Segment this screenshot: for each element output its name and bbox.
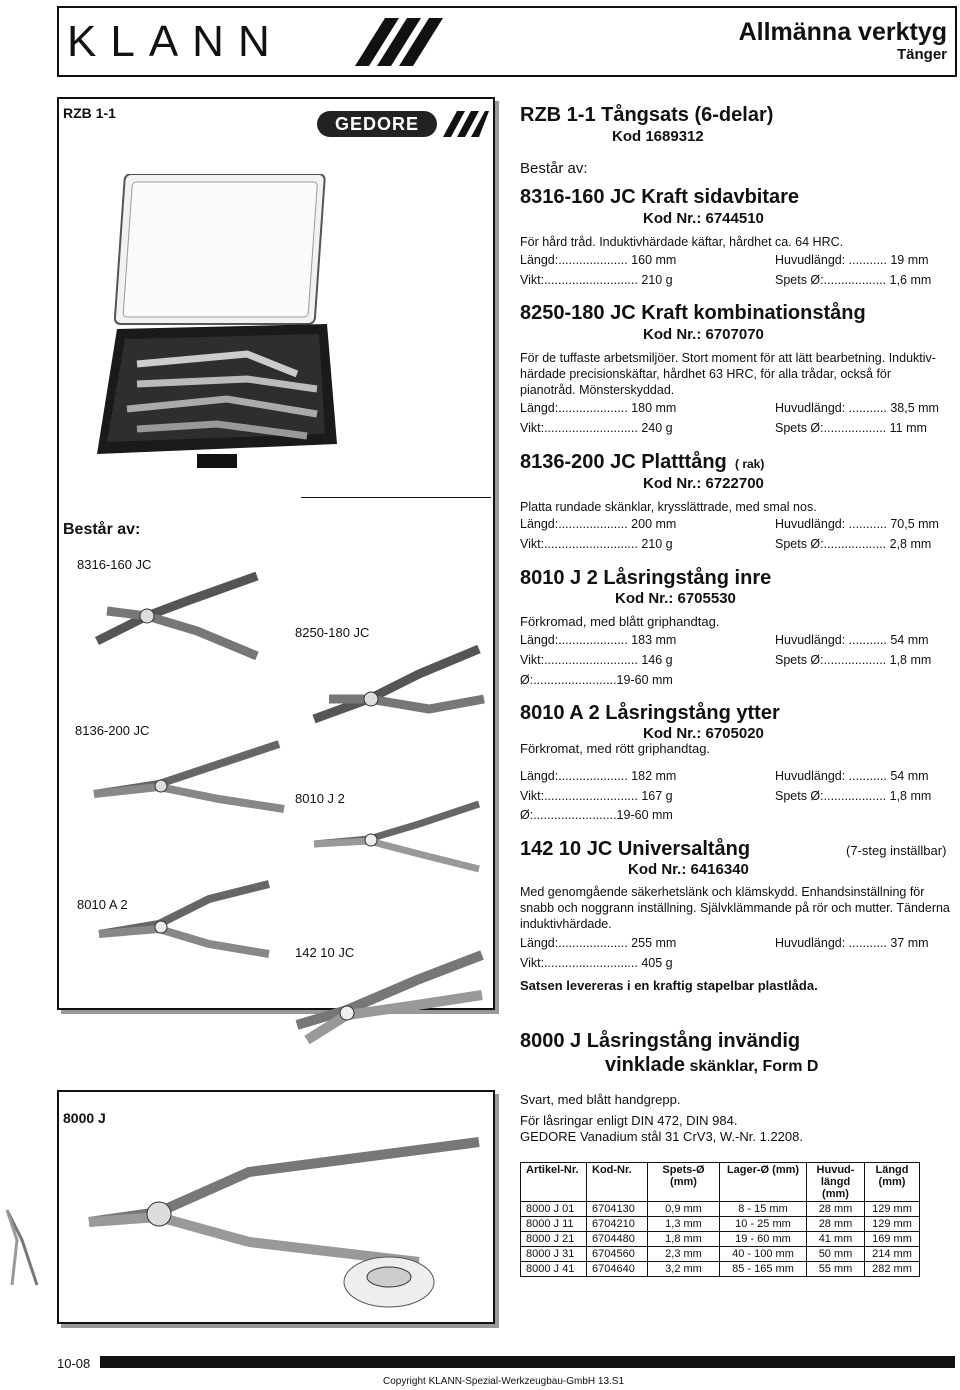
p6-head-length: Huvudlängd: ........... 37 mm bbox=[775, 936, 929, 950]
table-cell: 6704210 bbox=[587, 1217, 648, 1232]
small-plier-thumbnail bbox=[2, 1200, 46, 1290]
p1-title: 8316-160 JC Kraft sidavbitare bbox=[520, 186, 800, 208]
p4-diameter: Ø:........................19-60 mm bbox=[520, 673, 673, 687]
table-row bbox=[521, 1202, 920, 1217]
p2-tip: Spets Ø:.................. 11 mm bbox=[775, 421, 927, 435]
table-cell: 40 - 100 mm bbox=[720, 1247, 807, 1262]
item-label-8010a2: 8010 A 2 bbox=[77, 897, 128, 912]
table-cell: 10 - 25 mm bbox=[720, 1217, 807, 1232]
angled-circlip-plier-image bbox=[79, 1132, 489, 1322]
p1-desc: För hård tråd. Induktivhärdade käftar, hårdhet ca. 64 HRC. bbox=[520, 235, 844, 249]
p2-desc: För de tuffaste arbetsmiljöer. Stort moment för att lätt bearbetning. Induktiv-härdade precisionskäftar, hårdhet 63 HRC, för alla trådar, också för pianotråd. Mönsterskyddad. bbox=[520, 351, 936, 397]
p7-title: 8000 J Låsringstång invändig bbox=[520, 1030, 801, 1052]
table-cell: 129 mm bbox=[865, 1202, 920, 1217]
table-cell: 169 mm bbox=[865, 1232, 920, 1247]
p5-length: Längd:.................... 182 mm bbox=[520, 769, 677, 783]
p5-desc: Förkromat, med rött griphandtag. bbox=[520, 741, 711, 756]
p4-desc: Förkromad, med blått griphandtag. bbox=[520, 614, 720, 629]
table-cell: 1,8 mm bbox=[648, 1232, 720, 1247]
table-cell: 282 mm bbox=[865, 1262, 920, 1277]
table-cell: 85 - 165 mm bbox=[720, 1262, 807, 1277]
variants-table bbox=[520, 1162, 920, 1277]
circlip-image-panel bbox=[57, 1090, 495, 1324]
table-cell: 41 mm bbox=[807, 1232, 865, 1247]
p7-title-angled: vinklade bbox=[605, 1054, 686, 1076]
p4-length: Längd:.................... 183 mm bbox=[520, 633, 677, 647]
col-spets: Spets-Ø (mm) bbox=[648, 1163, 720, 1202]
p7-color: Svart, med blått handgrepp. bbox=[520, 1092, 681, 1107]
item-label-8000j: 8000 J bbox=[63, 1110, 106, 1126]
p3-code: Kod Nr.: 6722700 bbox=[643, 475, 764, 492]
p7-material: GEDORE Vanadium stål 31 CrV3, W.-Nr. 1.2208. bbox=[520, 1129, 803, 1144]
kit-label: RZB 1-1 bbox=[63, 105, 116, 121]
kit-image-panel bbox=[57, 97, 495, 1010]
table-cell: 214 mm bbox=[865, 1247, 920, 1262]
table-cell: 8000 J 31 bbox=[521, 1247, 587, 1262]
p7-din: För låsringar enligt DIN 472, DIN 984. bbox=[520, 1113, 738, 1128]
col-huvud: Huvud-längd (mm) bbox=[807, 1163, 865, 1202]
table-cell: 6704560 bbox=[587, 1247, 648, 1262]
table-cell: 28 mm bbox=[807, 1202, 865, 1217]
p1-length: Längd:.................... 160 mm bbox=[520, 253, 677, 267]
item-label-8010j2: 8010 J 2 bbox=[295, 791, 345, 806]
side-cutter-image bbox=[87, 571, 267, 661]
p2-weight: Vikt:........................... 240 g bbox=[520, 421, 673, 435]
table-cell: 8000 J 01 bbox=[521, 1202, 587, 1217]
p5-title: 8010 A 2 Låsringstång ytter bbox=[520, 702, 780, 724]
table-cell: 3,2 mm bbox=[648, 1262, 720, 1277]
p3-head-length: Huvudlängd: ........... 70,5 mm bbox=[775, 517, 939, 531]
item-label-8250: 8250-180 JC bbox=[295, 625, 370, 640]
item-label-8316: 8316-160 JC bbox=[77, 557, 152, 572]
table-cell: 8000 J 21 bbox=[521, 1232, 587, 1247]
col-artikel: Artikel-Nr. bbox=[521, 1163, 587, 1202]
table-cell: 6704640 bbox=[587, 1262, 648, 1277]
p5-diameter: Ø:........................19-60 mm bbox=[520, 808, 673, 822]
page-number: 10-08 bbox=[57, 1356, 91, 1371]
p2-code: Kod Nr.: 6707070 bbox=[643, 326, 764, 343]
p6-length: Längd:.................... 255 mm bbox=[520, 936, 677, 950]
p5-head-length: Huvudlängd: ........... 54 mm bbox=[775, 769, 929, 783]
p2-title: 8250-180 JC Kraft kombinationstång bbox=[520, 302, 866, 324]
table-row bbox=[521, 1217, 920, 1232]
table-cell: 28 mm bbox=[807, 1217, 865, 1232]
kit-code: Kod 1689312 bbox=[612, 128, 704, 145]
table-cell: 129 mm bbox=[865, 1217, 920, 1232]
flat-nose-plier-image bbox=[89, 739, 289, 819]
p3-title: 8136-200 JC Platttång bbox=[520, 451, 727, 473]
p1-code: Kod Nr.: 6744510 bbox=[643, 210, 764, 227]
p2-head-length: Huvudlängd: ........... 38,5 mm bbox=[775, 401, 939, 415]
gedore-stripes-icon bbox=[443, 111, 489, 137]
p4-head-length: Huvudlängd: ........... 54 mm bbox=[775, 633, 929, 647]
p5-tip: Spets Ø:.................. 1,8 mm bbox=[775, 789, 932, 803]
p1-weight: Vikt:........................... 210 g bbox=[520, 273, 673, 287]
p3-tip: Spets Ø:.................. 2,8 mm bbox=[775, 537, 932, 551]
table-cell: 19 - 60 mm bbox=[720, 1232, 807, 1247]
p3-desc: Platta rundade skänklar, krysslättrade, med smal nos. bbox=[520, 500, 817, 514]
table-cell: 6704130 bbox=[587, 1202, 648, 1217]
item-label-14210: 142 10 JC bbox=[295, 945, 355, 960]
page-title: Allmänna verktyg bbox=[738, 18, 947, 46]
p3-length: Längd:.................... 200 mm bbox=[520, 517, 677, 531]
combination-plier-image bbox=[309, 639, 489, 729]
col-kod: Kod-Nr. bbox=[587, 1163, 648, 1202]
p6-title: 142 10 JC Universaltång bbox=[520, 838, 751, 860]
p3-note: ( rak) bbox=[735, 457, 765, 471]
table-row bbox=[521, 1262, 920, 1277]
table-cell: 55 mm bbox=[807, 1262, 865, 1277]
page-header bbox=[57, 6, 957, 77]
water-pump-plier-image bbox=[287, 945, 487, 1055]
p5-code: Kod Nr.: 6705020 bbox=[643, 725, 764, 742]
p6-delivery-note: Satsen levereras i en kraftig stapelbar plastlåda. bbox=[520, 978, 818, 993]
table-cell: 6704480 bbox=[587, 1232, 648, 1247]
p1-tip: Spets Ø:.................. 1,6 mm bbox=[775, 273, 932, 287]
p4-weight: Vikt:........................... 146 g bbox=[520, 653, 673, 667]
consists-of-label: Består av: bbox=[63, 521, 141, 538]
p2-length: Längd:.................... 180 mm bbox=[520, 401, 677, 415]
item-label-8136: 8136-200 JC bbox=[75, 723, 150, 738]
kit-title: RZB 1-1 Tångsats (6-delar) bbox=[520, 104, 774, 126]
table-header-row bbox=[521, 1163, 920, 1202]
table-cell: 0,9 mm bbox=[648, 1202, 720, 1217]
table-row bbox=[521, 1247, 920, 1262]
page-subtitle: Tänger bbox=[896, 46, 947, 63]
plastic-case-image bbox=[97, 174, 337, 484]
kit-consists-label: Består av: bbox=[520, 160, 588, 177]
col-langd: Längd (mm) bbox=[865, 1163, 920, 1202]
footer-bar bbox=[100, 1356, 955, 1368]
p4-tip: Spets Ø:.................. 1,8 mm bbox=[775, 653, 932, 667]
p5-weight: Vikt:........................... 167 g bbox=[520, 789, 673, 803]
klann-logo: KLANN bbox=[67, 17, 284, 66]
col-lager: Lager-Ø (mm) bbox=[720, 1163, 807, 1202]
table-cell: 8000 J 11 bbox=[521, 1217, 587, 1232]
p4-code: Kod Nr.: 6705530 bbox=[615, 590, 736, 607]
internal-circlip-plier-image bbox=[309, 799, 489, 879]
table-cell: 2,3 mm bbox=[648, 1247, 720, 1262]
p6-code: Kod Nr.: 6416340 bbox=[628, 861, 749, 878]
p7-title-line2 bbox=[605, 1054, 818, 1077]
p1-head-length: Huvudlängd: ........... 19 mm bbox=[775, 253, 929, 267]
p6-note: (7-steg inställbar) bbox=[846, 843, 947, 858]
gedore-logo: GEDORE bbox=[317, 111, 437, 137]
p4-title: 8010 J 2 Låsringstång inre bbox=[520, 567, 772, 589]
table-row bbox=[521, 1232, 920, 1247]
table-cell: 50 mm bbox=[807, 1247, 865, 1262]
p6-weight: Vikt:........................... 405 g bbox=[520, 956, 673, 970]
p7-title-form: skänklar, Form D bbox=[689, 1058, 819, 1075]
logo-stripes-icon bbox=[355, 16, 445, 68]
external-circlip-plier-image bbox=[89, 879, 279, 969]
copyright: Copyright KLANN-Spezial-Werkzeugbau-GmbH 13.S1 bbox=[383, 1376, 625, 1387]
table-cell: 8 - 15 mm bbox=[720, 1202, 807, 1217]
p3-weight: Vikt:........................... 210 g bbox=[520, 537, 673, 551]
table-cell: 1,3 mm bbox=[648, 1217, 720, 1232]
table-cell: 8000 J 41 bbox=[521, 1262, 587, 1277]
p6-desc: Med genomgående säkerhetslänk och klämskydd. Enhandsinställning för snabb och noggrann inställning. Självklämmande på rör och mutter. Tänderna induktivhärdade. bbox=[520, 885, 950, 931]
